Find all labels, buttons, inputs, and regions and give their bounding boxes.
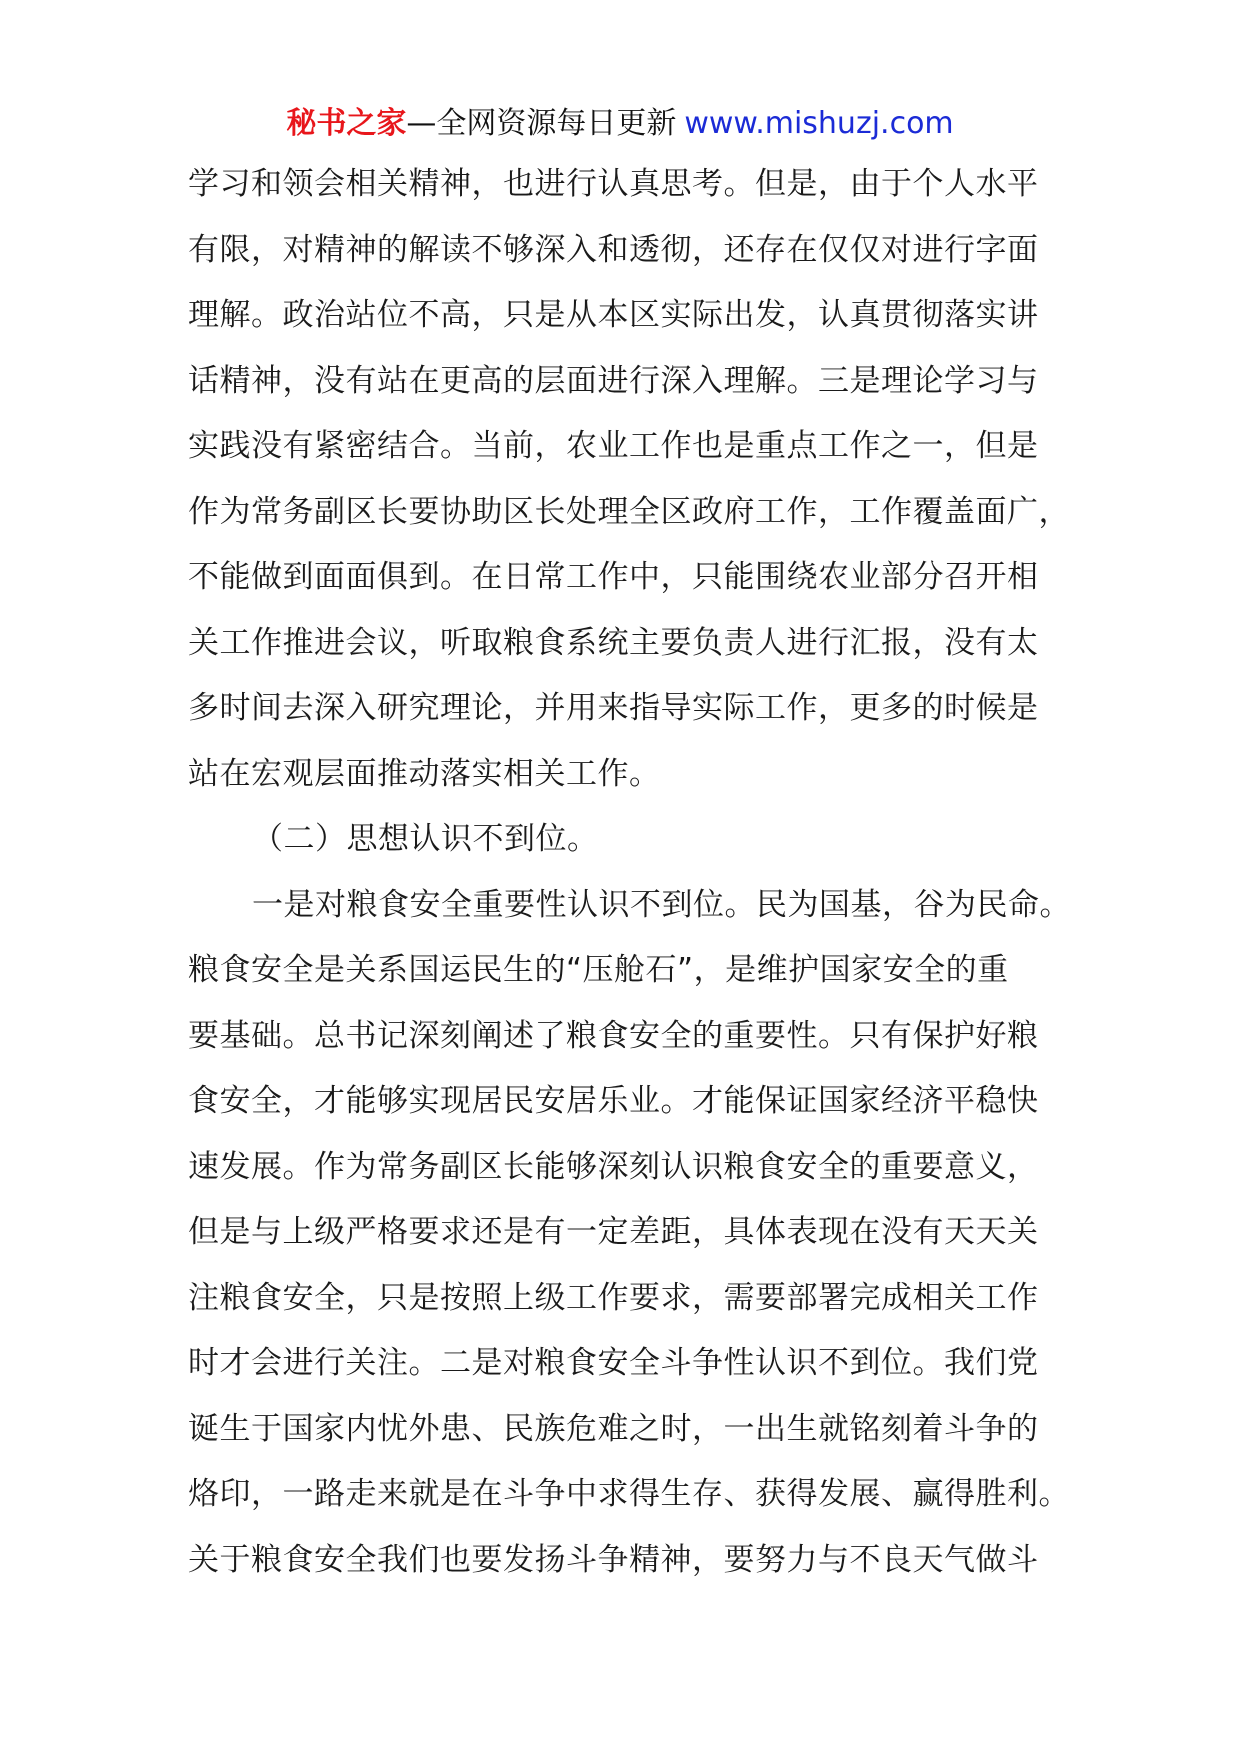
text-line: 不能做到面面俱到。在日常工作中，只能围绕农业部分召开相 xyxy=(188,559,1039,595)
text-line: 粮食安全是关系国运民生的“压舱石”，是维护国家安全的重 xyxy=(188,952,1009,988)
text-line: 关工作推进会议，听取粮食系统主要负责人进行汇报，没有太 xyxy=(188,624,1039,661)
text-line: 多时间去深入研究理论，并用来指导实际工作，更多的时候是 xyxy=(188,690,1039,726)
text-line: 理解。政治站位不高，只是从本区实际出发，认真贯彻落实讲 xyxy=(188,297,1039,333)
text-line: 站在宏观层面推动落实相关工作。 xyxy=(188,755,661,792)
text-line: 话精神，没有站在更高的层面进行深入理解。三是理论学习与 xyxy=(188,362,1039,399)
text-line: 作为常务副区长要协助区长处理全区政府工作，工作覆盖面广， xyxy=(188,493,1070,530)
text-line: 但是与上级严格要求还是有一定差距，具体表现在没有天天关 xyxy=(188,1214,1039,1250)
text-line: 食安全，才能够实现居民安居乐业。才能保证国家经济平稳快 xyxy=(188,1083,1039,1119)
text-line: 时才会进行关注。二是对粮食安全斗争性认识不到位。我们党 xyxy=(188,1345,1039,1381)
text-line: 有限，对精神的解读不够深入和透彻，还存在仅仅对进行字面 xyxy=(188,231,1039,268)
site-header xyxy=(0,104,1240,144)
text-line: 实践没有紧密结合。当前，农业工作也是重点工作之一，但是 xyxy=(188,428,1039,464)
brand-name: 秘书之家 xyxy=(286,106,407,141)
text-line: 注粮食安全，只是按照上级工作要求，需要部署完成相关工作 xyxy=(188,1279,1039,1316)
paragraph-start: 一是对粮食安全重要性认识不到位。民为国基，谷为民命。 xyxy=(252,886,1071,923)
text-line: 速发展。作为常务副区长能够深刻认识粮食安全的重要意义， xyxy=(188,1148,1039,1185)
document-body xyxy=(188,164,1088,1605)
section-heading: （二）思想认识不到位。 xyxy=(252,821,599,857)
site-url-link[interactable]: www.mishuzj.com xyxy=(684,106,954,141)
text-line: 要基础。总书记深刻阐述了粮食安全的重要性。只有保护好粮 xyxy=(188,1017,1039,1054)
text-line: 学习和领会相关精神，也进行认真思考。但是，由于个人水平 xyxy=(188,166,1039,202)
text-line: 诞生于国家内忧外患、民族危难之时，一出生就铭刻着斗争的 xyxy=(188,1410,1039,1447)
text-line: 烙印，一路走来就是在斗争中求得生存、获得发展、赢得胜利。 xyxy=(188,1476,1070,1512)
text-line: 关于粮食安全我们也要发扬斗争精神，要努力与不良天气做斗 xyxy=(188,1541,1039,1578)
header-slogan: —全网资源每日更新 xyxy=(406,106,677,141)
